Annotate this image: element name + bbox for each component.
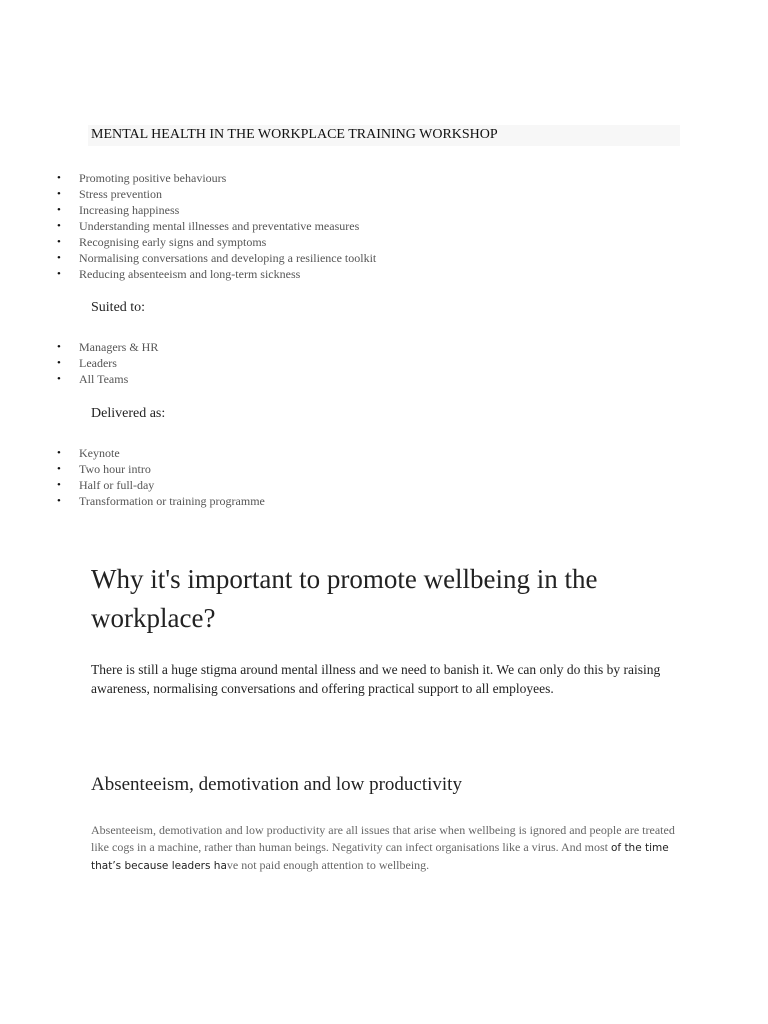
delivered-heading: Delivered as: [91, 406, 166, 421]
list-item: • Stress prevention [79, 186, 376, 202]
list-item: • Transformation or training programme [79, 493, 265, 509]
list-item: • Reducing absenteeism and long-term sickness [79, 266, 376, 282]
paragraph-text: Absenteeism, demotivation and low productivity are all issues that arise when wellbeing is ignored and people are treated like cogs in a machine, rather than human beings. Negativity can infect organisations like a virus. And most [91, 823, 675, 854]
absenteeism-paragraph [91, 822, 681, 875]
list-item: • Half or full-day [79, 477, 265, 493]
list-item: • Two hour intro [79, 461, 265, 477]
list-item: • Recognising early signs and symptoms [79, 234, 376, 250]
paragraph-text: ve not paid enough attention to wellbeing. [226, 858, 430, 872]
absenteeism-heading: Absenteeism, demotivation and low productivity [91, 774, 462, 795]
list-item: • Normalising conversations and developing a resilience toolkit [79, 250, 376, 266]
list-item: • Promoting positive behaviours [79, 170, 376, 186]
why-heading: Why it's important to promote wellbeing in the workplace? [91, 564, 598, 633]
list-item: • Leaders [79, 355, 158, 371]
suited-list [79, 339, 158, 387]
list-item: • Understanding mental illnesses and preventative measures [79, 218, 376, 234]
why-paragraph: There is still a huge stigma around mental illness and we need to banish it. We can only do this by raising awareness, normalising conversations and offering practical support to all employees. [91, 662, 661, 696]
paragraph-text-alt-font: of the time that’s because leaders ha [91, 842, 669, 872]
list-item: • Managers & HR [79, 339, 158, 355]
topics-list [79, 170, 376, 282]
workshop-title: MENTAL HEALTH IN THE WORKPLACE TRAINING WORKSHOP [91, 127, 498, 142]
suited-heading: Suited to: [91, 300, 146, 315]
list-item: • Keynote [79, 445, 265, 461]
list-item: • All Teams [79, 371, 158, 387]
delivered-list [79, 445, 265, 509]
list-item: • Increasing happiness [79, 202, 376, 218]
